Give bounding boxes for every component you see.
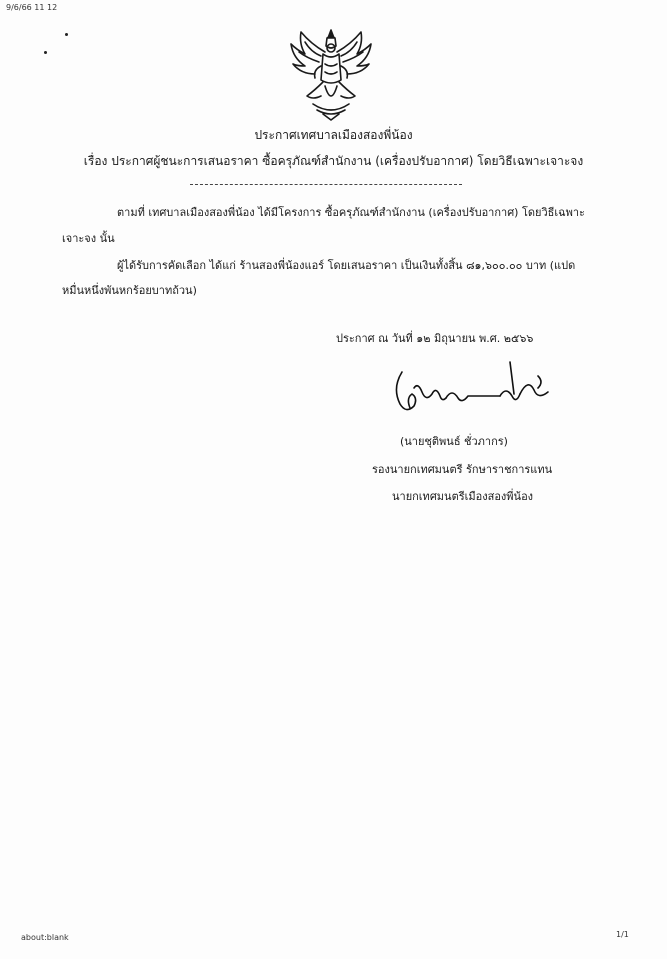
speck-mark (44, 51, 47, 54)
announcement-date: ประกาศ ณ วันที่ ๑๒ มิถุนายน พ.ศ. ๒๕๖๖ (336, 332, 534, 345)
signer-name: (นายชุติพนธ์ ชั่วภากร) (400, 435, 508, 448)
handwritten-signature (388, 358, 553, 428)
dashed-divider (190, 184, 462, 185)
signer-title: รองนายกเทศมนตรี รักษาราชการแทน (372, 463, 553, 476)
body-paragraph-2-line-1: ผู้ได้รับการคัดเลือก ได้แก่ ร้านสองพี่น้องแอร์ โดยเสนอราคา เป็นเงินทั้งสิ้น ๘๑,๖๐๐.๐๐ บาท (แปด (117, 259, 576, 272)
signer-title: นายกเทศมนตรีเมืองสองพี่น้อง (392, 490, 534, 503)
footer-page-number: 1/1 (616, 930, 629, 939)
announcement-subject: เรื่อง ประกาศผู้ชนะการเสนอราคา ซื้อครุภัณฑ์สำนักงาน (เครื่องปรับอากาศ) โดยวิธีเฉพาะเจาะจง (83, 154, 584, 168)
body-paragraph-2-line-2: หมื่นหนึ่งพันหกร้อยบาทถ้วน) (62, 284, 197, 297)
footer-url: about:blank (21, 933, 69, 942)
body-paragraph-1-line-2: เจาะจง นั้น (62, 232, 115, 245)
speck-mark (65, 33, 68, 36)
garuda-emblem-icon (283, 26, 379, 122)
announcement-title: ประกาศเทศบาลเมืองสองพี่น้อง (254, 128, 413, 142)
print-timestamp: 9/6/66 11 12 (6, 3, 58, 12)
body-paragraph-1-line-1: ตามที่ เทศบาลเมืองสองพี่น้อง ได้มีโครงการ ซื้อครุภัณฑ์สำนักงาน (เครื่องปรับอากาศ) โดยวิธีเฉพาะ (117, 206, 585, 219)
